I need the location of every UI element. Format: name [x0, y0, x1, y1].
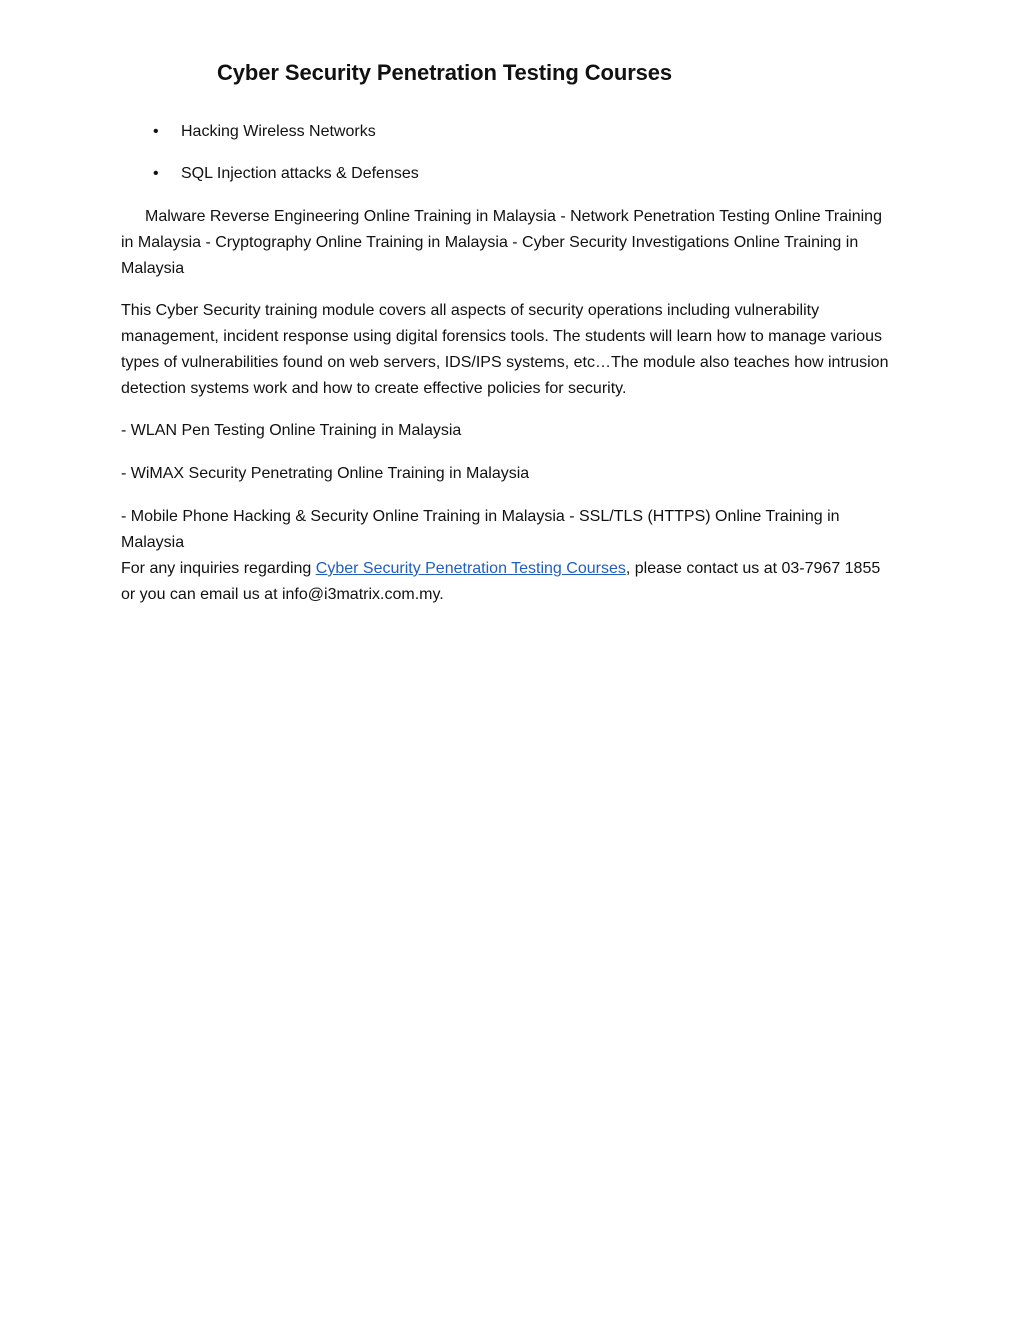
wimax-course-line: - WiMAX Security Penetrating Online Training in Malaysia: [121, 465, 530, 482]
module-description-paragraph: This Cyber Security training module covers all aspects of security operations including vulnerability management, incident response using digital forensics tools. The students will learn how to manage various types of vulnerabilities found on web servers, IDS/IPS systems, etc…The module also teaches how intrusion detection systems work and how to create effective policies for security.: [121, 302, 889, 397]
list-item-label: SQL Injection attacks & Defenses: [181, 165, 419, 182]
bullet-list: [121, 120, 901, 204]
wlan-course-line: - WLAN Pen Testing Online Training in Malaysia: [121, 422, 462, 439]
contact-prefix: For any inquiries regarding: [121, 560, 316, 577]
mobile-ssl-course-line: - Mobile Phone Hacking & Security Online Training in Malaysia - SSL/TLS (HTTPS) Online Training in Malaysia: [121, 508, 840, 551]
contact-paragraph: [121, 504, 891, 608]
contact-suffix: , please contact us at 03-7967 1855 or you can email us at info@i3matrix.com.my.: [121, 560, 881, 603]
page-title: Cyber Security Penetration Testing Courses: [217, 60, 673, 85]
courses-paragraph: Malware Reverse Engineering Online Training in Malaysia - Network Penetration Testing Online Training in Malaysia - Cryptography Online Training in Malaysia - Cyber Security Investigations Online Training in Malaysia: [121, 208, 882, 277]
bullet-icon: •: [153, 123, 159, 140]
list-item-label: Hacking Wireless Networks: [181, 123, 376, 140]
courses-link[interactable]: Cyber Security Penetration Testing Courses: [315, 560, 626, 577]
list-item: [121, 120, 901, 162]
bullet-icon: •: [153, 165, 159, 182]
list-item: [121, 162, 901, 204]
